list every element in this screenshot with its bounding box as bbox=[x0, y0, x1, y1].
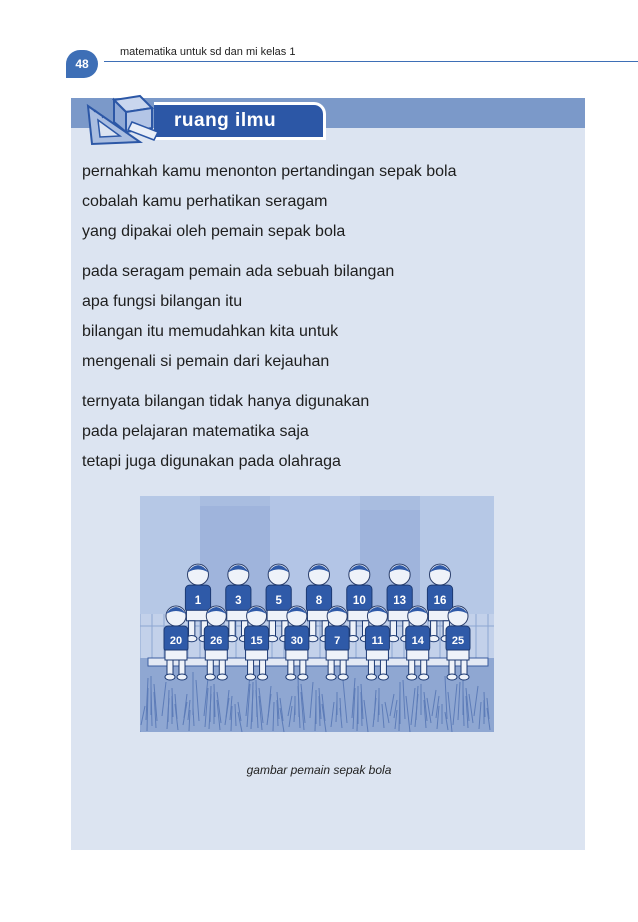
jersey-number: 20 bbox=[169, 635, 183, 647]
jersey-number: 26 bbox=[210, 635, 223, 647]
geometry-tools-icon bbox=[82, 92, 162, 154]
section-title: ruang ilmu bbox=[174, 110, 277, 131]
text-line: tetapi juga digunakan pada olahraga bbox=[82, 453, 341, 470]
paragraph-3 bbox=[82, 387, 582, 477]
football-team-illustration bbox=[140, 496, 494, 732]
page-number: 48 bbox=[75, 57, 89, 71]
text-line: yang dipakai oleh pemain sepak bola bbox=[82, 223, 346, 240]
figure-caption: gambar pemain sepak bola bbox=[246, 763, 392, 777]
jersey-number: 10 bbox=[352, 595, 366, 607]
text-line: pada seragam pemain ada sebuah bilangan bbox=[82, 263, 395, 280]
text-line: pernahkah kamu menonton pertandingan sepak bola bbox=[82, 163, 457, 180]
jersey-number: 1 bbox=[194, 595, 202, 607]
jersey-number: 8 bbox=[315, 595, 323, 607]
jersey-number: 25 bbox=[451, 635, 465, 647]
jersey-number: 3 bbox=[235, 595, 242, 607]
jersey-number: 16 bbox=[433, 595, 447, 607]
jersey-number: 30 bbox=[290, 635, 303, 647]
jersey-number: 7 bbox=[334, 635, 341, 647]
paragraph-2 bbox=[82, 257, 582, 377]
paragraph-1 bbox=[82, 157, 582, 247]
body-text bbox=[82, 157, 582, 487]
book-title: matematika untuk sd dan mi kelas 1 bbox=[120, 46, 296, 58]
jersey-number: 14 bbox=[411, 635, 424, 647]
jersey-number: 5 bbox=[275, 595, 282, 607]
jersey-number: 13 bbox=[393, 595, 407, 607]
page-number-badge bbox=[66, 50, 98, 78]
header-divider bbox=[104, 61, 638, 62]
jersey-number: 15 bbox=[250, 635, 263, 647]
jersey-number: 11 bbox=[371, 635, 384, 647]
text-line: mengenali si pemain dari kejauhan bbox=[82, 353, 330, 370]
text-line: bilangan itu memudahkan kita untuk bbox=[82, 323, 339, 340]
text-line: apa fungsi bilangan itu bbox=[82, 293, 243, 310]
text-line: cobalah kamu perhatikan seragam bbox=[82, 193, 328, 210]
text-line: pada pelajaran matematika saja bbox=[82, 423, 309, 440]
text-line: ternyata bilangan tidak hanya digunakan bbox=[82, 393, 370, 410]
